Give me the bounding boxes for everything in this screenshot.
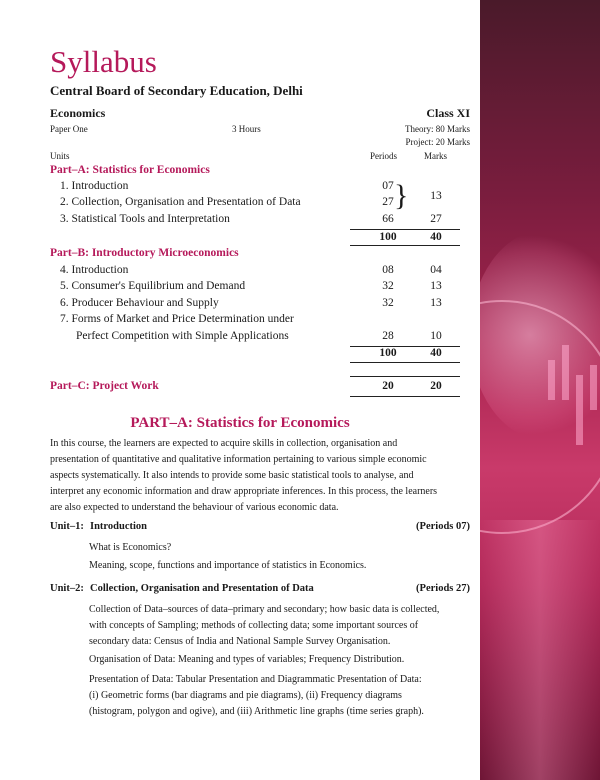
unit-periods: (Periods 07) <box>416 521 470 532</box>
unit-label: Unit–2: <box>50 583 84 594</box>
project-marks: Project: 20 Marks <box>405 137 470 147</box>
unit-2-paragraph <box>89 652 470 668</box>
unit-row-label: 7. Forms of Market and Price Determination under <box>60 313 294 325</box>
marks-value: 27 <box>430 213 442 225</box>
total-marks: 40 <box>430 347 442 359</box>
unit-row-label: 6. Producer Behaviour and Supply <box>60 297 219 309</box>
paragraph-line: Collection of Data–sources of data–primary and secondary; how basic data is collected, <box>89 604 440 615</box>
subject-row <box>50 106 470 121</box>
unit-row-label: 2. Collection, Organisation and Presentation of Data <box>60 196 301 208</box>
theory-marks: Theory: 80 Marks <box>405 124 470 134</box>
intro-line: presentation of quantitative and qualitative information pertaining to various simple economic <box>50 454 427 465</box>
decorative-bar <box>548 360 555 400</box>
unit-2-heading <box>50 583 470 594</box>
intro-line: In this course, the learners are expected to acquire skills in collection, organisation and <box>50 438 398 449</box>
divider <box>350 362 460 363</box>
marks-value: 10 <box>430 330 442 342</box>
unit-2-paragraph <box>89 672 470 720</box>
decorative-streak <box>480 520 600 780</box>
unit-row-label: 3. Statistical Tools and Interpretation <box>60 213 230 225</box>
unit-1-line: What is Economics? <box>89 542 172 553</box>
periods-value: 07 <box>382 180 394 192</box>
hours-label: 3 Hours <box>232 124 261 134</box>
marks-header: Marks <box>424 151 447 161</box>
bracket-marks-value: 13 <box>430 190 442 202</box>
unit-row-label: Perfect Competition with Simple Applications <box>76 330 289 342</box>
marks-value: 13 <box>430 280 442 292</box>
periods-value: 28 <box>382 330 394 342</box>
periods-value: 32 <box>382 280 394 292</box>
paragraph-line: secondary data: Census of India and National Sample Survey Organisation. <box>89 636 391 647</box>
intro-line: interpret any economic information and draw appropriate inferences. In this process, the learners <box>50 486 438 497</box>
units-header: Units <box>50 151 70 161</box>
periods-value: 32 <box>382 297 394 309</box>
total-periods: 100 <box>379 347 397 359</box>
divider <box>350 376 460 377</box>
decorative-side-panel <box>480 0 600 780</box>
unit-label: Unit–1: <box>50 521 84 532</box>
periods-value: 66 <box>382 213 394 225</box>
periods-value: 08 <box>382 264 394 276</box>
part-c-marks: 20 <box>430 380 442 392</box>
periods-value: 27 <box>382 196 394 208</box>
section-heading: PART–A: Statistics for Economics <box>130 415 350 431</box>
page-title: Syllabus <box>50 44 157 79</box>
unit-row-label: 4. Introduction <box>60 264 129 276</box>
table-header <box>50 151 470 161</box>
unit-1-line: Meaning, scope, functions and importance of statistics in Economics. <box>89 560 367 571</box>
part-b-title: Part–B: Introductory Microeconomics <box>50 247 239 259</box>
divider <box>350 396 460 397</box>
part-a-title: Part–A: Statistics for Economics <box>50 164 210 176</box>
part-c-title: Part–C: Project Work <box>50 380 159 392</box>
subject: Economics <box>50 106 106 120</box>
paragraph-line: Presentation of Data: Tabular Presentation and Diagrammatic Presentation of Data: <box>89 674 422 685</box>
class-label: Class XI <box>426 106 470 120</box>
intro-line: aspects systematically. It also intends to provide some basic statistical tools to analyse, and <box>50 470 414 481</box>
decorative-bar <box>562 345 569 400</box>
paper-row <box>50 124 470 134</box>
decorative-bar <box>590 365 597 410</box>
paragraph-line: (i) Geometric forms (bar diagrams and pie diagrams), (ii) Frequency diagrams <box>89 690 402 701</box>
periods-header: Periods <box>370 151 397 161</box>
board-name: Central Board of Secondary Education, Delhi <box>50 83 303 98</box>
total-marks: 40 <box>430 231 442 243</box>
divider <box>350 245 460 246</box>
paragraph-line: with concepts of Sampling; methods of collecting data; some important sources of <box>89 620 419 631</box>
unit-row-label: 1. Introduction <box>60 180 129 192</box>
unit-2-paragraph <box>89 602 470 650</box>
unit-title: Introduction <box>90 521 147 532</box>
divider <box>350 229 460 230</box>
total-periods: 100 <box>379 231 397 243</box>
marks-value: 13 <box>430 297 442 309</box>
unit-title: Collection, Organisation and Presentation of Data <box>90 583 314 594</box>
paper-label: Paper One <box>50 124 88 134</box>
intro-paragraph <box>50 436 470 516</box>
paragraph-line: (histogram, polygon and ogive), and (iii) Arithmetic line graphs (time series graph). <box>89 706 424 717</box>
decorative-bar <box>576 375 583 445</box>
unit-row-label: 5. Consumer's Equilibrium and Demand <box>60 280 246 292</box>
intro-line: are also expected to understand the behaviour of various economic data. <box>50 502 339 513</box>
unit-periods: (Periods 27) <box>416 583 470 594</box>
brace-icon: } <box>394 179 409 212</box>
marks-value: 04 <box>430 264 442 276</box>
part-c-periods: 20 <box>382 380 394 392</box>
paragraph-line: Organisation of Data: Meaning and types of variables; Frequency Distribution. <box>89 654 405 665</box>
unit-1-heading <box>50 521 470 532</box>
